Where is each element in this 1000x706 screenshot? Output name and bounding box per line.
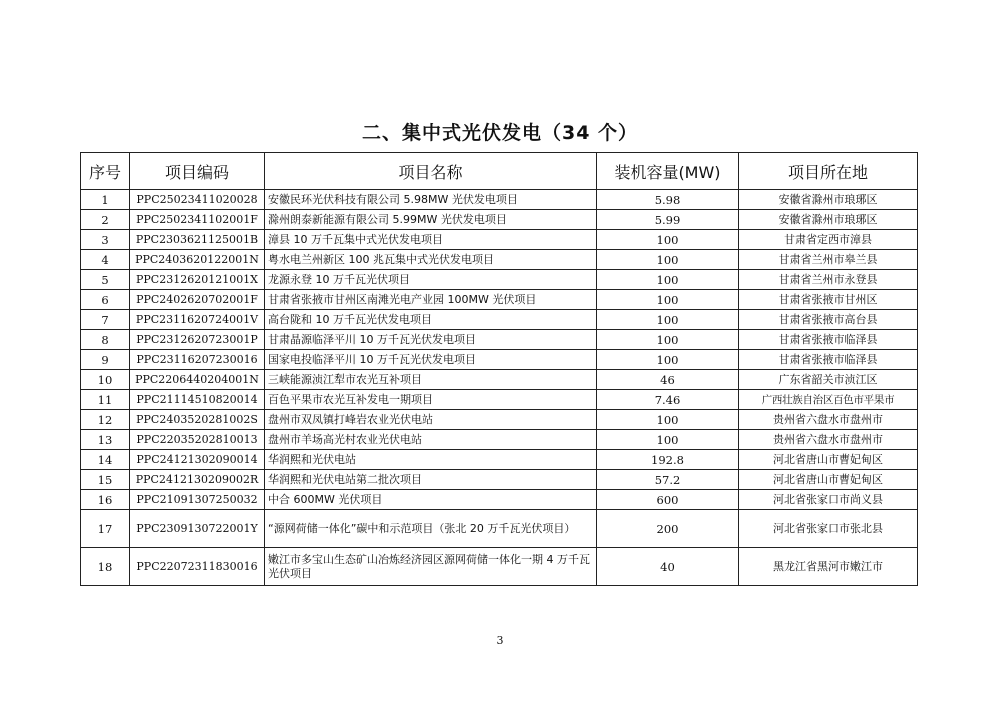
row-code: PPC2312620723001P [130,330,265,350]
row-code: PPC2206440204001N [130,370,265,390]
page-title: 二、集中式光伏发电（34 个） [361,122,639,144]
row-code: PPC2402620702001F [130,290,265,310]
row-capacity: 5.98 [597,190,739,210]
row-no: 16 [81,490,130,510]
row-no: 7 [81,310,130,330]
row-capacity: 100 [597,290,739,310]
row-code: PPC2312620121001X [130,270,265,290]
row-name: 三峡能源浈江犁市农光互补项目 [265,370,597,390]
row-name: “源网荷储一体化”碳中和示范项目（张北 20 万千瓦光伏项目） [265,510,597,548]
row-no: 13 [81,430,130,450]
table-row [81,370,918,390]
row-no: 3 [81,230,130,250]
row-no: 4 [81,250,130,270]
row-location: 甘肃省张掖市临泽县 [739,350,918,370]
row-code: PPC2311620724001V [130,310,265,330]
header-code: 项目编码 [130,153,265,190]
row-name: 高台陇和 10 万千瓦光伏发电项目 [265,310,597,330]
row-capacity: 100 [597,350,739,370]
row-name: 华润熙和光伏电站 [265,450,597,470]
header-capacity: 装机容量(MW) [597,153,739,190]
row-capacity: 5.99 [597,210,739,230]
table-header-row [81,153,918,190]
row-location: 河北省唐山市曹妃甸区 [739,470,918,490]
row-location: 甘肃省张掖市高台县 [739,310,918,330]
row-code: PPC2303621125001B [130,230,265,250]
row-capacity: 100 [597,250,739,270]
row-capacity: 100 [597,430,739,450]
row-location: 广东省韶关市浈江区 [739,370,918,390]
row-capacity: 600 [597,490,739,510]
row-location: 贵州省六盘水市盘州市 [739,430,918,450]
row-location: 甘肃省定西市漳县 [739,230,918,250]
row-location: 河北省张家口市尚义县 [739,490,918,510]
row-code: PPC2309130722001Y [130,510,265,548]
row-capacity: 46 [597,370,739,390]
row-no: 17 [81,510,130,548]
row-location: 安徽省滁州市琅琊区 [739,190,918,210]
row-location: 甘肃省兰州市皋兰县 [739,250,918,270]
row-no: 6 [81,290,130,310]
table-row [81,470,918,490]
row-location: 甘肃省张掖市临泽县 [739,330,918,350]
row-name: 嫩江市多宝山生态矿山冶炼经济园区源网荷储一体化一期 4 万千瓦光伏项目 [265,548,597,586]
row-no: 9 [81,350,130,370]
row-name: 粤水电兰州新区 100 兆瓦集中式光伏发电项目 [265,250,597,270]
row-name: 中合 600MW 光伏项目 [265,490,597,510]
row-code: PPC2403620122001N [130,250,265,270]
row-no: 15 [81,470,130,490]
row-capacity: 100 [597,230,739,250]
row-code: PPC22072311830016 [130,548,265,586]
table-row [81,210,918,230]
row-name: 盘州市羊场高光村农业光伏电站 [265,430,597,450]
header-location: 项目所在地 [739,153,918,190]
row-capacity: 100 [597,330,739,350]
table-row [81,250,918,270]
row-name: 华润熙和光伏电站第二批次项目 [265,470,597,490]
row-capacity: 192.8 [597,450,739,470]
row-name: 漳县 10 万千瓦集中式光伏发电项目 [265,230,597,250]
row-code: PPC25023411020028 [130,190,265,210]
row-name: 龙源永登 10 万千瓦光伏项目 [265,270,597,290]
table-row [81,230,918,250]
row-code: PPC22035202810013 [130,430,265,450]
table-row [81,548,918,586]
header-name: 项目名称 [265,153,597,190]
row-no: 14 [81,450,130,470]
table-row [81,190,918,210]
project-table [80,152,918,586]
row-capacity: 7.46 [597,390,739,410]
row-code: PPC23116207230016 [130,350,265,370]
row-name: 国家电投临泽平川 10 万千瓦光伏发电项目 [265,350,597,370]
row-location: 广西壮族自治区百色市平果市 [739,390,918,410]
row-no: 1 [81,190,130,210]
row-no: 5 [81,270,130,290]
row-no: 11 [81,390,130,410]
table-row [81,430,918,450]
table-row [81,290,918,310]
row-location: 贵州省六盘水市盘州市 [739,410,918,430]
row-no: 12 [81,410,130,430]
table-row [81,310,918,330]
table-row [81,270,918,290]
row-no: 10 [81,370,130,390]
row-location: 黑龙江省黑河市嫩江市 [739,548,918,586]
table-row [81,490,918,510]
row-no: 2 [81,210,130,230]
row-name: 安徽民环光伏科技有限公司 5.98MW 光伏发电项目 [265,190,597,210]
table-row [81,510,918,548]
row-name: 盘州市双凤镇打峰岩农业光伏电站 [265,410,597,430]
row-name: 滁州朗泰新能源有限公司 5.99MW 光伏发电项目 [265,210,597,230]
table-row [81,410,918,430]
row-capacity: 40 [597,548,739,586]
page-number: 3 [496,634,504,647]
row-name: 百色平果市农光互补发电一期项目 [265,390,597,410]
row-code: PPC2412130209002R [130,470,265,490]
row-location: 甘肃省张掖市甘州区 [739,290,918,310]
row-name: 甘肃晶源临泽平川 10 万千瓦光伏发电项目 [265,330,597,350]
row-capacity: 57.2 [597,470,739,490]
row-code: PPC2403520281002S [130,410,265,430]
row-name: 甘肃省张掖市甘州区南滩光电产业园 100MW 光伏项目 [265,290,597,310]
table-row [81,330,918,350]
header-no: 序号 [81,153,130,190]
row-location: 甘肃省兰州市永登县 [739,270,918,290]
row-code: PPC2502341102001F [130,210,265,230]
row-location: 河北省唐山市曹妃甸区 [739,450,918,470]
row-no: 18 [81,548,130,586]
table-row [81,450,918,470]
row-code: PPC21114510820014 [130,390,265,410]
row-no: 8 [81,330,130,350]
table-row [81,350,918,370]
row-capacity: 100 [597,310,739,330]
row-location: 安徽省滁州市琅琊区 [739,210,918,230]
row-capacity: 100 [597,270,739,290]
row-location: 河北省张家口市张北县 [739,510,918,548]
row-code: PPC24121302090014 [130,450,265,470]
table-row [81,390,918,410]
row-code: PPC21091307250032 [130,490,265,510]
row-capacity: 100 [597,410,739,430]
row-capacity: 200 [597,510,739,548]
